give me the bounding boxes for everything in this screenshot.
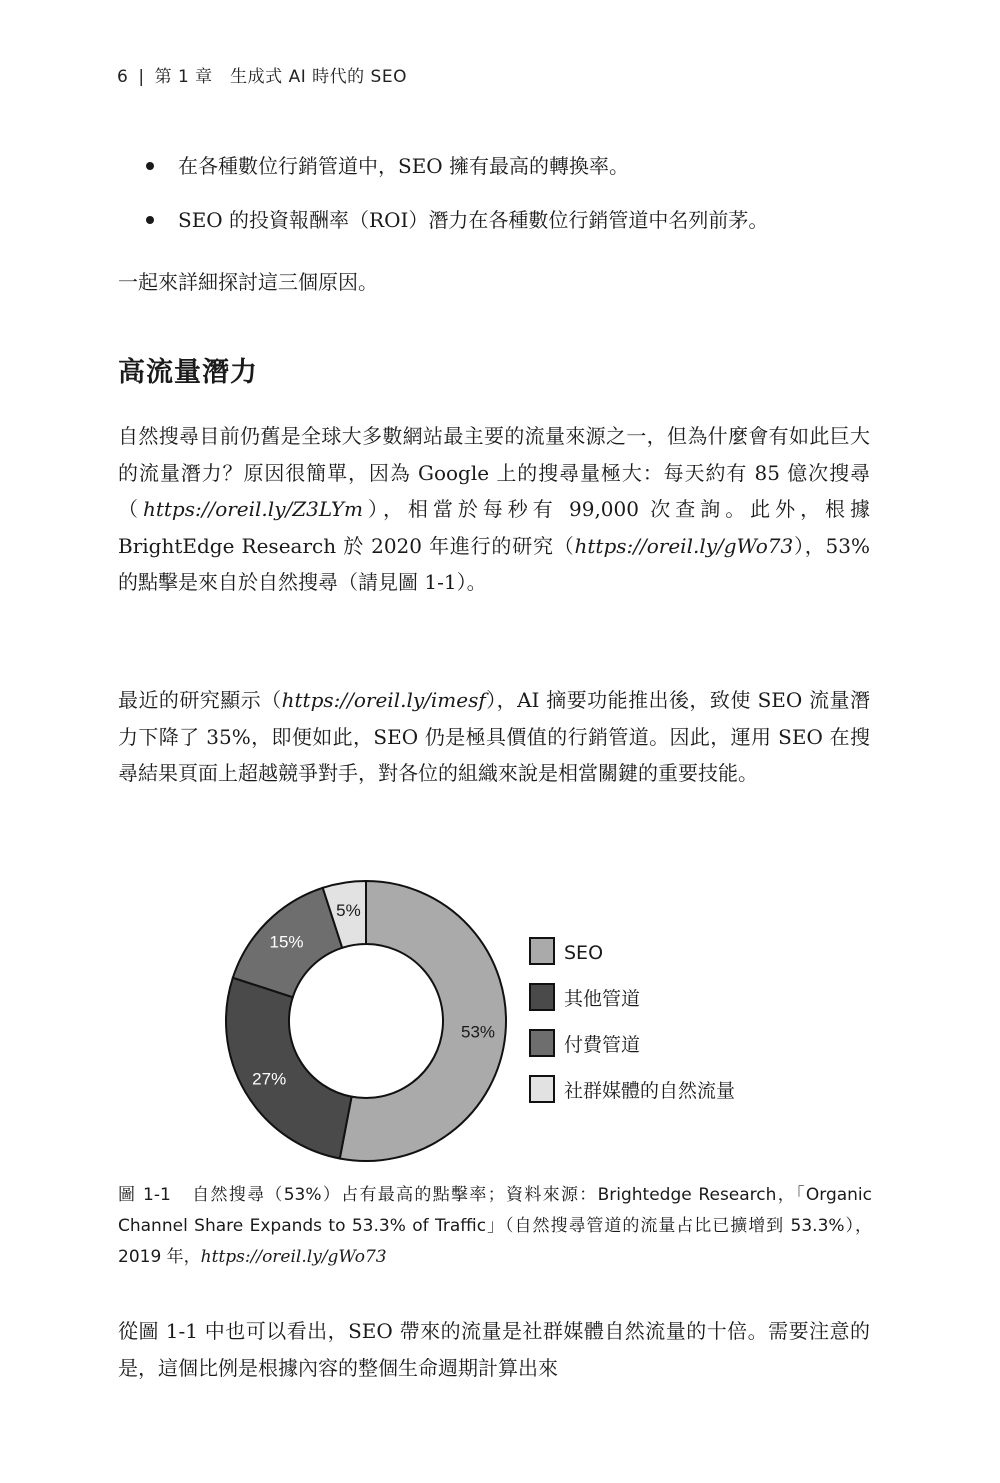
legend-label: SEO [564, 942, 604, 964]
text-run: ），53% 的點擊是來自於自然搜尋（請見圖 1-1）。 [118, 533, 870, 594]
caption-text: 自然搜尋（53%）占有最高的點擊率；資料來源：Brightedge Research，「Organic Channel Share Expands to 53.3% of Traffic」（自然搜尋管道的流量占比已擴增到 53.3%），2019 年， [118, 1185, 872, 1267]
legend-swatch [530, 1076, 554, 1102]
caption-link[interactable]: https://oreil.ly/gWo73 [200, 1247, 387, 1267]
legend-item [530, 984, 640, 1010]
paragraph-traffic [118, 418, 870, 601]
legend-label: 其他管道 [564, 988, 641, 1010]
slice-label: 53% [460, 1022, 496, 1042]
donut-chart [218, 875, 778, 1170]
legend-swatch [530, 938, 554, 964]
text-run: ），相當於每秒有 99,000 次查詢。此外，根據 BrightEdge Research 於 2020 年進行的研究（ [118, 497, 870, 558]
paragraph-conclusion: 從圖 1-1 中也可以看出，SEO 帶來的流量是社群媒體自然流量的十倍。需要注意的是，這個比例是根據內容的整個生命週期計算出來 [118, 1319, 870, 1380]
slice-label: 15% [269, 932, 304, 952]
legend-label: 社群媒體的自然流量 [564, 1080, 736, 1102]
text-run: ），AI 摘要功能推出後，致使 SEO 流量潛力下降了 35%，即便如此，SEO 仍是極具價值的行銷管道。因此，運用 SEO 在搜尋結果頁面上超越競爭對手，對各位的組織來說是相當關鍵的重要技能。 [118, 688, 870, 785]
bullet-item: SEO 的投資報酬率（ROI）潛力在各種數位行銷管道中名列前茅。 [140, 200, 880, 254]
legend-swatch [530, 1030, 554, 1056]
chapter-title: 第 1 章 生成式 AI 時代的 SEO [154, 67, 407, 87]
text-run: 最近的研究顯示（ [118, 688, 282, 712]
link-searches[interactable]: https://oreil.ly/Z3LYm [142, 497, 364, 521]
bullet-item: 在各種數位行銷管道中，SEO 擁有最高的轉換率。 [140, 146, 880, 200]
figure-label: 圖 1-1 [118, 1185, 171, 1205]
legend-label: 付費管道 [564, 1034, 641, 1056]
slice-2 [226, 978, 352, 1159]
header-separator: | [138, 67, 145, 87]
running-header [117, 62, 407, 87]
text-run: 自然搜尋目前仍舊是全球大多數網站最主要的流量來源之一，但為什麼會有如此巨大的流量潛力？原因很簡單，因為 Google 上的搜尋量極大：每天約有 85 億次搜尋（ [118, 424, 870, 521]
slice-label: 5% [336, 900, 361, 920]
figure-caption [118, 1180, 872, 1273]
link-study[interactable]: https://oreil.ly/imesf [281, 688, 486, 712]
chart-slices [226, 881, 506, 1161]
legend-item [530, 1030, 640, 1056]
legend-item [530, 938, 603, 964]
legend-item [530, 1076, 735, 1102]
section-heading: 高流量潛力 [118, 357, 258, 388]
bullet-list [140, 146, 880, 254]
chart-legend [530, 938, 735, 1102]
link-brightedge[interactable]: https://oreil.ly/gWo73 [574, 533, 794, 558]
legend-swatch [530, 984, 554, 1010]
paragraph-ai-summary [118, 682, 870, 792]
page-number: 6 [117, 67, 129, 87]
intro-paragraph: 一起來詳細探討這三個原因。 [118, 270, 378, 294]
slice-label: 27% [252, 1069, 287, 1089]
